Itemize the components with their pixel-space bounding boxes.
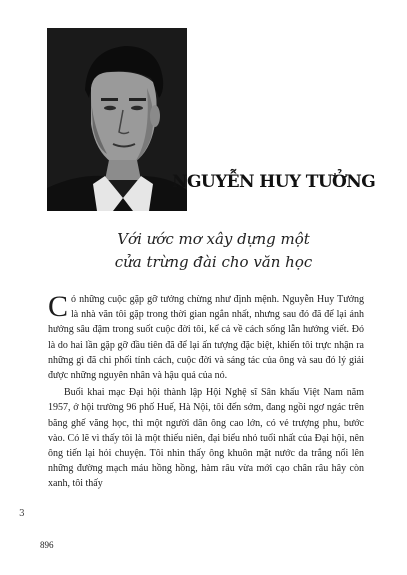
paragraph-1 xyxy=(48,292,364,383)
page-number: 896 xyxy=(40,540,54,550)
margin-mark: 3 xyxy=(19,509,25,519)
portrait-image xyxy=(47,28,187,211)
paragraph-2: Buổi khai mạc Đại hội thành lập Hội Nghệ sĩ Sân khấu Việt Nam năm 1957, ở hội trường 96 phố Huế, Hà Nội, tôi đến sớm, đang ngồi ngơ ngác trên băng ghế văng học, thì một người dân ông cao lớn, có vẻ trượng phu, bước vào. Có lẽ vì thấy tôi là một thiếu niên, đại biểu nhỏ tuổi nhất của Đại hội, nên ông tiến lại hỏi chuyện. Tôi nhìn thấy ông khuôn mặt nước da trắng nổi lên những đường mạch máu hồng hồng, hàm râu vừa mới cạo chân râu hây còn xanh, tôi thấy xyxy=(48,387,364,490)
subtitle-line-2: cửa trừng đài cho văn học xyxy=(114,253,313,271)
author-name: NGUYỄN HUY TƯỞNG xyxy=(172,172,376,192)
paragraph-1-text: ó những cuộc gặp gỡ tưởng chừng như định mệnh. Nguyễn Huy Tưởng là nhà văn tôi gặp trong thời gian ngắn nhất, nhưng sau đó đã để lại ảnh hưởng sâu đậm trong suốt cuộc đời tôi, kể cả về cách sống lẫn hướng viết. Đó là do hai lần gặp gỡ đầu tiên đã để lại ấn tượng đặc biệt, khiến tôi trực nhận ra những gì đã chi phối tính cách, cuộc đời và sáng tác của ông và sau đó lý giải được những nguyên nhân và hậu quả của nó. xyxy=(48,294,364,382)
drop-cap: C xyxy=(48,290,69,323)
subtitle-line-1: Với ước mơ xây dựng một xyxy=(117,230,310,248)
article-body xyxy=(48,292,364,492)
author-portrait xyxy=(47,28,187,211)
